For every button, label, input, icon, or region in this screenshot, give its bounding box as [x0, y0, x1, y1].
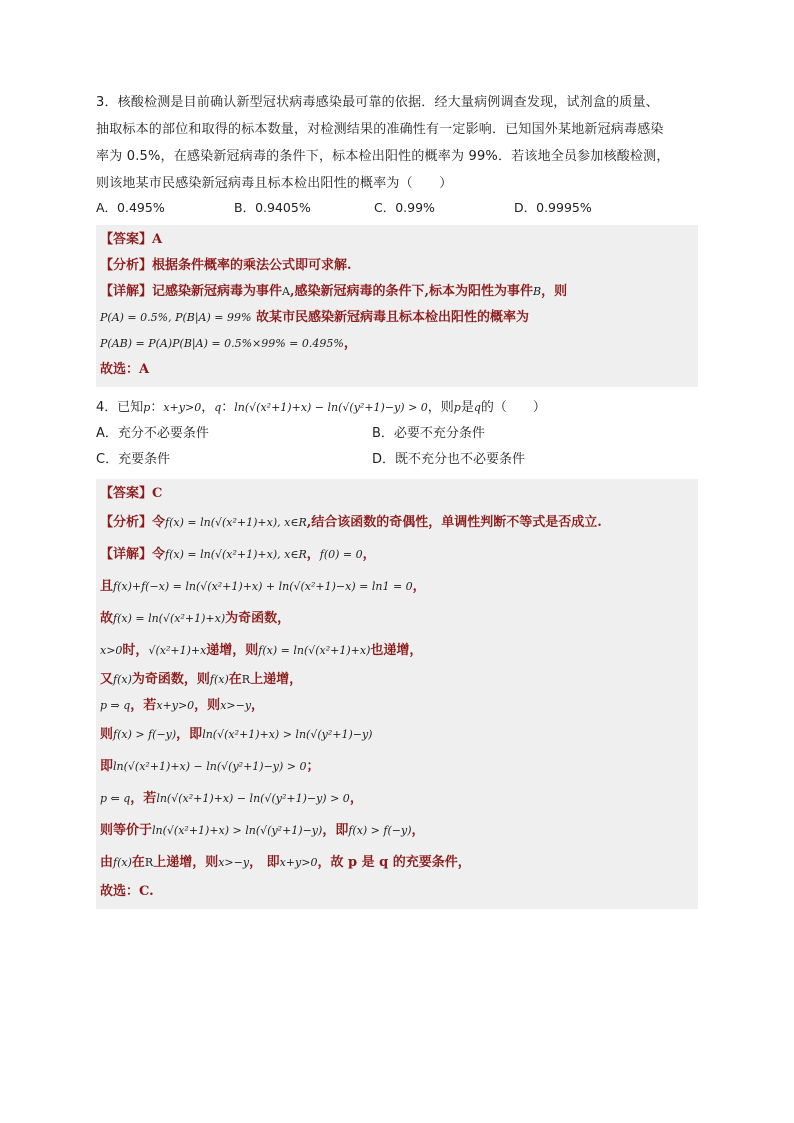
q3-line: 则该地某市民感染新冠病毒且标本检出阳性的概率为（ ）: [96, 176, 453, 191]
q4-options-row: [96, 447, 698, 473]
q4-solution: [96, 479, 698, 909]
q3-line: 3．核酸检测是目前确认新型冠状病毒感染最可靠的依据．经大量病例调查发现，试剂盒的质量、: [96, 95, 659, 110]
q3-detail-line: P(AB) = P(A)P(B|A) = 0.5%×99% = 0.495%，: [100, 336, 357, 351]
q3-option-a: A．0.495%: [96, 200, 165, 215]
q3-detail-line: P(A) = 0.5%, P(B|A) = 99% 故某市民感染新冠病毒且标本检出阳性的概率为: [100, 310, 529, 325]
question-3: [96, 92, 698, 219]
q4-detail-line: 即ln(√(x²+1)+x) − ln(√(y²+1)−y) > 0；: [100, 759, 320, 774]
q4-detail-line: 故f(x) = ln(√(x²+1)+x)为奇函数，: [100, 611, 291, 626]
q4-answer: 【答案】C: [100, 486, 163, 501]
q4-option-b: B．必要不充分条件: [372, 426, 485, 441]
q4-analysis: 【分析】令f(x) = ln(√(x²+1)+x), x∈R,结合该函数的奇偶性，单调性判断不等式是否成立.: [100, 515, 602, 530]
q4-detail-line: 则f(x) > f(−y)，即ln(√(x²+1)+x) > ln(√(y²+1)−y): [100, 727, 373, 742]
q4-options-row: [96, 421, 698, 447]
q3-solution: [96, 225, 698, 387]
q3-option-d: D．0.9995%: [514, 200, 592, 215]
q3-answer: 【答案】A: [100, 232, 163, 247]
q3-options: [96, 197, 698, 219]
q3-conclusion: 故选：A: [100, 362, 150, 377]
q4-detail: 【详解】令f(x) = ln(√(x²+1)+x), x∈R，f(0) = 0，: [100, 547, 376, 562]
q3-option-b: B．0.9405%: [234, 200, 311, 215]
q4-option-c: C．充要条件: [96, 452, 171, 467]
document-page: [96, 92, 698, 909]
q4-option-d: D．既不充分也不必要条件: [372, 452, 526, 467]
q3-analysis: 【分析】根据条件概率的乘法公式即可求解.: [100, 258, 352, 273]
q4-detail-line: p ⇒ q，若x+y>0，则x>−y，: [100, 698, 265, 713]
q4-detail-line: p ⇐ q，若ln(√(x²+1)+x) − ln(√(y²+1)−y) > 0，: [100, 791, 363, 806]
q4-detail-line: x>0时，√(x²+1)+x递增，则f(x) = ln(√(x²+1)+x)也递增，: [100, 643, 423, 658]
question-4: 4．已知p：x+y>0，q：ln(√(x²+1)+x) − ln(√(y²+1)−y) > 0，则p是q的（ ）: [96, 400, 546, 415]
q4-detail-line: 且f(x)+f(−x) = ln(√(x²+1)+x) + ln(√(x²+1)−x) = ln1 = 0，: [100, 579, 426, 594]
q4-detail-line: 由f(x)在R上递增，则x>−y， 即x+y>0，故 p 是 q 的充要条件，: [100, 855, 471, 870]
q3-line: 率为 0.5%，在感染新冠病毒的条件下，标本检出阳性的概率为 99%．若该地全员参加核酸检测，: [96, 149, 670, 164]
q4-detail-line: 则等价于ln(√(x²+1)+x) > ln(√(y²+1)−y)，即f(x) > f(−y)，: [100, 823, 425, 838]
q3-line: 抽取标本的部位和取得的标本数量，对检测结果的准确性有一定影响．已知国外某地新冠病毒感染: [96, 122, 664, 137]
q4-detail-line: 又f(x)为奇函数，则f(x)在R上递增，: [100, 672, 303, 687]
q3-detail: 【详解】记感染新冠病毒为事件A,感染新冠病毒的条件下,标本为阳性为事件B，则: [100, 284, 568, 299]
q4-option-a: A．充分不必要条件: [96, 426, 209, 441]
q3-option-c: C．0.99%: [374, 200, 435, 215]
q4-conclusion: 故选：C.: [100, 884, 154, 899]
